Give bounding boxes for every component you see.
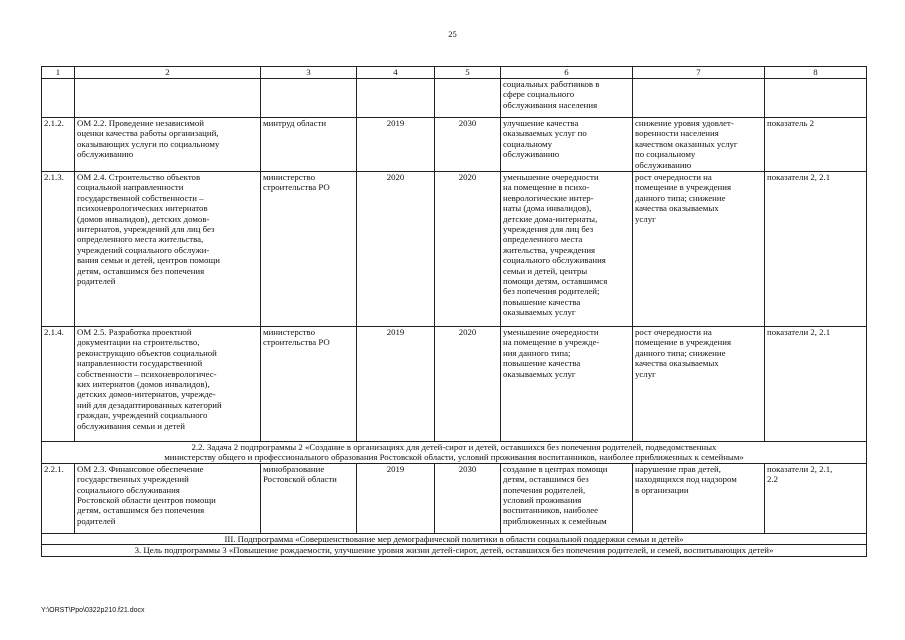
table-row bbox=[42, 79, 867, 118]
table-row bbox=[42, 172, 867, 327]
row-executor: министерство строительства РО bbox=[261, 172, 357, 327]
row-id: 2.1.3. bbox=[42, 172, 75, 327]
task-2-2-heading: 2.2. Задача 2 подпрограммы 2 «Создание в организациях для детей-сирот и детей, оставшихся без попечения родителей, подведомственных министерству общего и профессионального образования Ростовской области, условий проживания воспитанников, наиболее приближенных к семейным» bbox=[42, 442, 867, 464]
row-end bbox=[435, 79, 501, 118]
row-id bbox=[42, 79, 75, 118]
row-id: 2.1.4. bbox=[42, 327, 75, 442]
table-row bbox=[42, 327, 867, 442]
header-cell: 5 bbox=[435, 67, 501, 79]
header-cell: 1 bbox=[42, 67, 75, 79]
row-start: 2019 bbox=[357, 118, 435, 172]
subprogram-3-heading: III. Подпрограмма «Совершенствование мер демографической политики в области социальной поддержки семьи и детей» bbox=[42, 533, 867, 544]
row-indicator: показатели 2, 2.1 bbox=[765, 172, 867, 327]
row-consequence: снижение уровня удовлет- воренности населения качеством оказанных услуг по социальному обслуживанию bbox=[633, 118, 765, 172]
table-row bbox=[42, 118, 867, 172]
row-indicator bbox=[765, 79, 867, 118]
row-end: 2020 bbox=[435, 327, 501, 442]
subprogram-row bbox=[42, 533, 867, 544]
row-name: ОМ 2.4. Строительство объектов социальной направленности государственной собственности – психоневрологических интернатов (домов инвалидов), детских домов- интернатов, учреждений для лиц без определенного места жительства, учреждений социального обслужи- вания семьи и детей, центров помощи детям, оставшимся без попечения родителей bbox=[75, 172, 261, 327]
row-indicator: показатель 2 bbox=[765, 118, 867, 172]
row-indicator: показатели 2, 2.1, 2.2 bbox=[765, 463, 867, 533]
goal-3-heading: 3. Цель подпрограммы 3 «Повышение рождаемости, улучшение уровня жизни детей-сирот, детей, оставшихся без попечения родителей, и семей, воспитывающих детей» bbox=[42, 545, 867, 556]
row-effect: уменьшение очередности на помещение в учрежде- ния данного типа; повышение качества оказываемых услуг bbox=[501, 327, 633, 442]
row-consequence: рост очередности на помещение в учреждения данного типа; снижение качества оказываемых услуг bbox=[633, 172, 765, 327]
row-end: 2020 bbox=[435, 172, 501, 327]
task-row bbox=[42, 442, 867, 464]
row-end: 2030 bbox=[435, 118, 501, 172]
row-id: 2.1.2. bbox=[42, 118, 75, 172]
row-executor bbox=[261, 79, 357, 118]
row-effect: создание в центрах помощи детям, оставшимся без попечения родителей, условий проживания воспитанников, наиболее приближенных к семейным bbox=[501, 463, 633, 533]
header-cell: 6 bbox=[501, 67, 633, 79]
row-name: ОМ 2.3. Финансовое обеспечение государственных учреждений социального обслуживания Ростовской области центров помощи детям, оставшимся без попечения родителей bbox=[75, 463, 261, 533]
measures-table bbox=[41, 66, 867, 557]
header-cell: 7 bbox=[633, 67, 765, 79]
row-name bbox=[75, 79, 261, 118]
row-executor: минобразование Ростовской области bbox=[261, 463, 357, 533]
row-executor: минтруд области bbox=[261, 118, 357, 172]
goal-row bbox=[42, 545, 867, 556]
file-path-footer: Y:\ORST\Ppo\0322p210.f21.docx bbox=[41, 607, 145, 614]
header-cell: 3 bbox=[261, 67, 357, 79]
row-effect: социальных работников в сфере социального обслуживания населения bbox=[501, 79, 633, 118]
row-id: 2.2.1. bbox=[42, 463, 75, 533]
header-row bbox=[42, 67, 867, 79]
row-consequence: рост очередности на помещение в учреждения данного типа; снижение качества оказываемых услуг bbox=[633, 327, 765, 442]
row-executor: министерство строительства РО bbox=[261, 327, 357, 442]
row-effect: улучшение качества оказываемых услуг по социальному обслуживанию bbox=[501, 118, 633, 172]
row-start: 2020 bbox=[357, 172, 435, 327]
row-consequence: нарушение прав детей, находящихся под надзором в организации bbox=[633, 463, 765, 533]
table-row bbox=[42, 463, 867, 533]
row-start: 2019 bbox=[357, 463, 435, 533]
row-consequence bbox=[633, 79, 765, 118]
row-end: 2030 bbox=[435, 463, 501, 533]
header-cell: 4 bbox=[357, 67, 435, 79]
row-name: ОМ 2.2. Проведение независимой оценки качества работы организаций, оказывающих услуги по социальному обслуживанию bbox=[75, 118, 261, 172]
row-indicator: показатели 2, 2.1 bbox=[765, 327, 867, 442]
row-name: ОМ 2.5. Разработка проектной документации на строительство, реконструкцию объектов социальной направленности государственной собственности – психоневрологичес- ких интернатов (домов инвалидов), детских домов-интернатов, учрежде- ний для дезадаптированных категорий граждан, учреждений социального обслуживания семьи и детей bbox=[75, 327, 261, 442]
row-start bbox=[357, 79, 435, 118]
row-start: 2019 bbox=[357, 327, 435, 442]
header-cell: 2 bbox=[75, 67, 261, 79]
row-effect: уменьшение очередности на помещение в психо- неврологические интер- наты (дома инвалидов), детские дома-интернаты, учреждения для лиц без определенного места жительства, учреждения социального обслуживания семьи и детей, центры помощи детям, оставшимся без попечения родителей; повышение качества оказываемых услуг bbox=[501, 172, 633, 327]
page-number: 25 bbox=[448, 29, 457, 39]
header-cell: 8 bbox=[765, 67, 867, 79]
